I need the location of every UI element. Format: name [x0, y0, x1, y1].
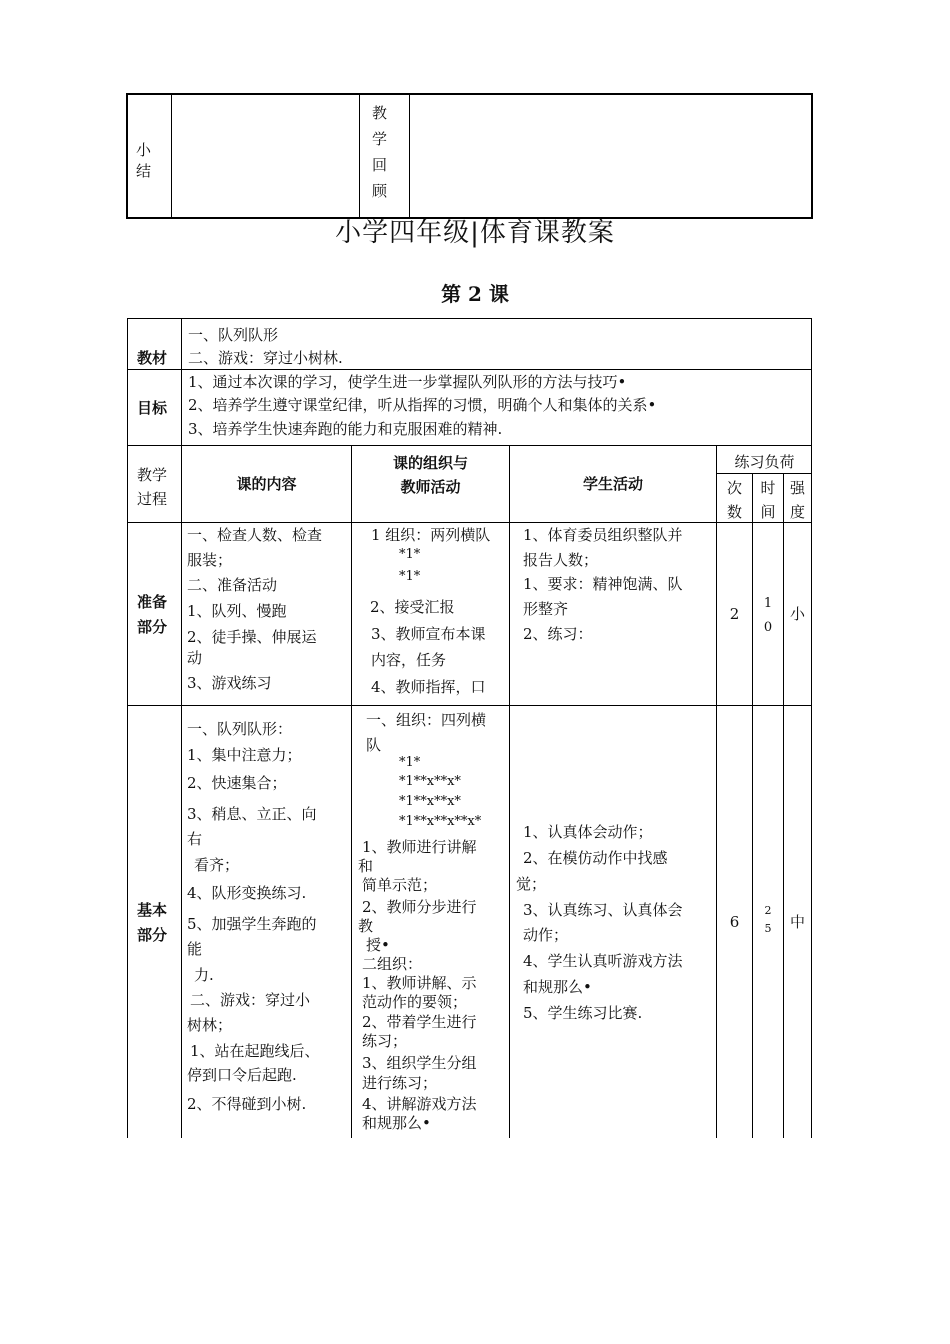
prep-org-line: 2、接受汇报	[370, 598, 455, 616]
page-title: 小学四年级|体育课教案	[335, 218, 615, 248]
main-org-line: 简单示范；	[362, 876, 438, 894]
summary-label: 小 结	[136, 141, 152, 180]
main-org-line: 一、组织：四列横	[366, 711, 487, 729]
prep-org-line: 3、教师宣布本课	[371, 625, 486, 643]
prep-student-line: 2、练习：	[523, 625, 593, 643]
prep-times: 2	[729, 605, 740, 623]
main-org-line: 授•	[366, 936, 390, 954]
main-org-line: 和	[358, 857, 374, 875]
main-org-line: 练习；	[362, 1032, 408, 1050]
main-content-line: 右	[187, 830, 203, 848]
main-content-line: 2、不得碰到小树.	[187, 1095, 307, 1113]
prep-student-line: 1、要求：精神饱满、队	[523, 575, 683, 593]
main-content-line: 二、游戏：穿过小	[190, 991, 311, 1009]
main-content-line: 一、队列队形：	[187, 720, 293, 738]
main-org-line: *1**x**x*	[399, 774, 461, 789]
main-org-line: 2、带着学生进行	[362, 1013, 477, 1031]
prep-org-line: *1*	[399, 547, 421, 562]
main-content-line: 看齐；	[194, 856, 240, 874]
main-content-line: 1、集中注意力；	[187, 746, 302, 764]
main-student-line: 2、在模仿动作中找感	[523, 849, 668, 867]
main-org-line: 队	[366, 736, 382, 754]
prep-label: 准备 部分	[137, 593, 168, 636]
main-student-line: 1、认真体会动作；	[523, 823, 653, 841]
main-org-line: *1*	[399, 755, 421, 770]
lesson-number: 第 2 课	[441, 282, 509, 306]
main-org-line: 二组织：	[362, 955, 423, 973]
prep-student-line: 形整齐	[523, 600, 569, 618]
goal-line-1: 1、通过本次课的学习，使学生进一步掌握队列队形的方法与技巧•	[188, 373, 627, 391]
prep-content-line: 二、准备活动	[187, 576, 278, 594]
main-content-line: 停到口令后起跑.	[187, 1066, 297, 1084]
main-org-line: 和规那么•	[362, 1114, 431, 1132]
student-header: 学生活动	[582, 475, 643, 493]
material-line-2: 二、游戏：穿过小树林.	[188, 349, 343, 367]
main-org-line: *1**x**x*	[399, 794, 461, 809]
main-student-line: 动作；	[523, 926, 569, 944]
main-content-line: 1、站在起跑线后、	[190, 1042, 320, 1060]
main-org-line: 范动作的要领；	[362, 993, 468, 1011]
goal-line-3: 3、培养学生快速奔跑的能力和克服困难的精神.	[188, 420, 503, 438]
prep-content-line: 动	[187, 649, 203, 667]
main-org-line: 教	[358, 917, 374, 935]
prep-intensity: 小	[789, 605, 805, 623]
main-student-line: 5、学生练习比赛.	[523, 1004, 643, 1022]
prep-content-line: 1、队列、慢跑	[187, 602, 287, 620]
material-line-1: 一、队列队形	[188, 326, 279, 344]
material-label: 教材	[137, 349, 168, 367]
main-content-line: 4、队形变换练习.	[187, 884, 307, 902]
main-org-line: 进行练习；	[362, 1074, 438, 1092]
load-header: 练习负荷	[734, 453, 795, 471]
content-header: 课的内容	[236, 475, 297, 493]
main-duration: 2 5	[764, 904, 772, 935]
goals-label: 目标	[137, 399, 168, 417]
prep-org-line: 内容，任务	[371, 651, 447, 669]
times-header: 次 数	[726, 479, 742, 521]
process-header: 教学 过程	[137, 466, 168, 508]
main-org-line: 3、组织学生分组	[362, 1054, 477, 1072]
main-student-line: 4、学生认真听游戏方法	[523, 952, 683, 970]
main-org-line: 1、教师讲解、示	[362, 974, 477, 992]
prep-org-line: *1*	[399, 569, 421, 584]
duration-header: 时 间	[760, 479, 776, 521]
prep-content-line: 服装；	[187, 551, 233, 569]
main-content-line: 力.	[194, 966, 214, 984]
main-content-line: 3、稍息、立正、向	[187, 805, 317, 823]
main-intensity: 中	[789, 913, 805, 931]
prep-duration: 1 0	[763, 596, 773, 635]
intensity-header: 强 度	[789, 479, 805, 521]
prep-student-line: 1、体育委员组织整队并	[523, 526, 683, 544]
main-org-line: 4、讲解游戏方法	[362, 1095, 477, 1113]
main-student-line: 和规那么•	[523, 978, 592, 996]
main-org-line: 1、教师进行讲解	[362, 838, 477, 856]
goal-line-2: 2、培养学生遵守课堂纪律，听从指挥的习惯，明确个人和集体的关系•	[188, 396, 657, 414]
prep-content-line: 一、检查人数、检查	[187, 526, 323, 544]
main-content-line: 2、快速集合；	[187, 774, 287, 792]
main-content-line: 树林；	[187, 1016, 233, 1034]
review-label: 教 学 回 顾	[372, 104, 388, 200]
prep-org-line: 4、教师指挥，口	[371, 678, 486, 696]
main-times: 6	[729, 913, 740, 931]
organization-header: 课的组织与 教师活动	[392, 454, 468, 496]
prep-content-line: 3、游戏练习	[187, 674, 272, 692]
prep-content-line: 2、徒手操、伸展运	[187, 628, 317, 646]
main-label: 基本 部分	[137, 901, 168, 944]
main-content-line: 5、加强学生奔跑的	[187, 915, 317, 933]
main-org-line: *1**x**x**x*	[399, 814, 482, 829]
main-student-line: 觉；	[516, 875, 547, 893]
prep-student-line: 报告人数；	[523, 551, 599, 569]
main-student-line: 3、认真练习、认真体会	[523, 901, 683, 919]
prep-org-line: 1 组织：两列横队	[371, 526, 491, 544]
main-content-line: 能	[187, 940, 203, 958]
main-org-line: 2、教师分步进行	[362, 898, 477, 916]
